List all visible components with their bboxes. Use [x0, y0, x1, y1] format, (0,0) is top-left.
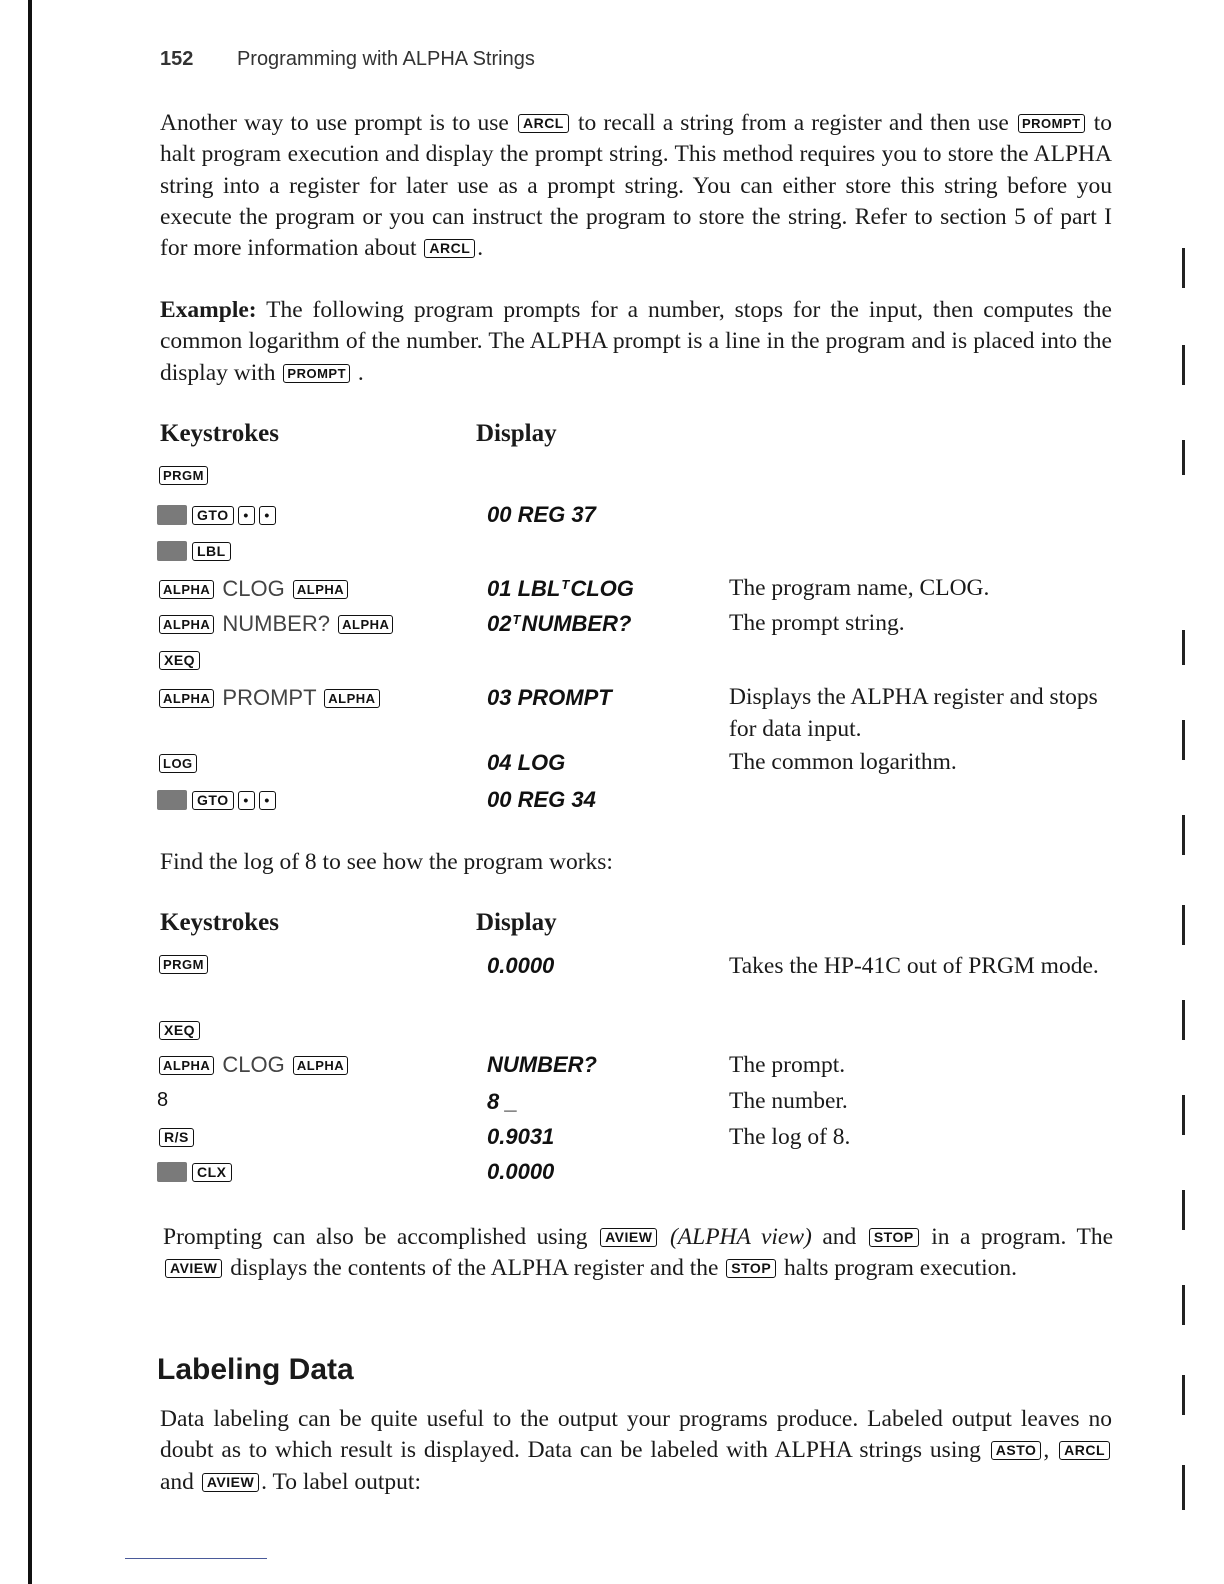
arcl-key: ARCL: [424, 239, 475, 258]
aview-key: AVIEW: [202, 1473, 259, 1492]
intro-paragraph: Another way to use prompt is to use ARCL to recall a string from a register and then use PROMPT to halt program execution and display the prompt string. This method requires you to store the ALPHA string into a register for later use as a prompt string. You can either store this string before you execute the program or you can instruct the program to store the string. Refer to section 5 of part I for more information about ARCL .: [160, 110, 1113, 262]
table-row: ALPHA CLOG ALPHA 01 $LBL^TCLOG$ The program name, CLOG.: [0, 576, 1224, 610]
description: The number.: [729, 1088, 848, 1114]
shift-key-icon: [157, 790, 187, 810]
table-row: ALPHA NUMBER? ALPHA $02^TNUMBER$? The prompt string.: [0, 611, 1224, 645]
prompting-paragraph: Prompting can also be accomplished using AVIEW (ALPHA view) and STOP in a program. The AVIEW displays the contents of the ALPHA register and the STOP halts program execution.: [163, 1224, 1114, 1282]
table-row: [0, 1124, 1224, 1158]
description: Takes the HP-41C out of PRGM mode.: [729, 953, 1099, 979]
log-key: LOG: [159, 754, 197, 773]
alpha-key: ALPHA: [324, 689, 379, 708]
asto-key: ASTO: [991, 1441, 1042, 1460]
description: The common logarithm.: [729, 749, 957, 775]
display-value: 0.9031: [487, 1124, 555, 1149]
page-number: 152: [160, 48, 194, 70]
table-row: [0, 538, 1224, 572]
display-value: 8 _: [487, 1089, 518, 1114]
display-header: Display: [476, 420, 557, 447]
description: The prompt string.: [729, 610, 905, 636]
display-value: 00 REG 34: [487, 787, 596, 812]
display-value: 0.0000: [487, 953, 555, 978]
table-row: [0, 750, 1224, 784]
page-header: [160, 48, 535, 71]
clx-key: CLX: [192, 1163, 232, 1182]
display-value: NUMBER?: [487, 1052, 597, 1077]
aview-key: AVIEW: [165, 1259, 222, 1278]
xeq-key: XEQ: [159, 651, 200, 670]
alpha-key: ALPHA: [159, 1056, 214, 1075]
decimal-key: •: [259, 791, 276, 810]
alpha-key: ALPHA: [159, 580, 214, 599]
prompt-key: PROMPT: [283, 364, 350, 383]
example-label: Example:: [160, 297, 257, 323]
description: The prompt.: [729, 1052, 846, 1078]
display-value: 01 $LBL^TCLOG$: [487, 576, 634, 601]
table-row: [0, 1159, 1224, 1193]
alpha-key: ALPHA: [293, 580, 348, 599]
alpha-key: ALPHA: [293, 1056, 348, 1075]
decimal-key: •: [238, 506, 255, 525]
section-heading: Labeling Data: [157, 1353, 354, 1386]
shift-key-icon: [157, 505, 187, 525]
prgm-key: PRGM: [159, 466, 208, 485]
display-value: 0.0000: [487, 1159, 555, 1184]
display-value: 03 PROMPT: [487, 685, 612, 710]
table-row: ALPHA PROMPT ALPHA 03 PROMPT Displays the ALPHA register and stops for data input.: [0, 685, 1224, 719]
display-value: 00 REG 37: [487, 502, 596, 527]
alpha-key: ALPHA: [159, 689, 214, 708]
xeq-key: XEQ: [159, 1021, 200, 1040]
table-row: [0, 462, 1224, 496]
footnote-rule: [125, 1558, 267, 1559]
digit-entry: 8: [157, 1089, 169, 1111]
display-header: Display: [476, 909, 557, 936]
alpha-key: ALPHA: [159, 615, 214, 634]
stop-key: STOP: [726, 1259, 776, 1278]
shift-key-icon: [157, 1162, 187, 1182]
section-title: Programming with ALPHA Strings: [236, 48, 535, 70]
keystrokes-header: Keystrokes: [160, 420, 279, 447]
table-row: [0, 647, 1224, 681]
gto-key: GTO: [192, 506, 234, 525]
prgm-key: PRGM: [159, 955, 208, 974]
decimal-key: •: [259, 506, 276, 525]
labeling-paragraph: Data labeling can be quite useful to the output your programs produce. Labeled output leaves no doubt as to which result is displayed. Data can be labeled with ALPHA strings using ASTO , ARCL and AVIEW . To label output:: [160, 1406, 1112, 1495]
alpha-key: ALPHA: [338, 615, 393, 634]
display-value: 04 LOG: [487, 750, 566, 775]
display-value: $02^TNUMBER$?: [487, 611, 632, 636]
example-paragraph: Example: The following program prompts for a number, stops for the input, then computes the common logarithm of the number. The ALPHA prompt is a line in the program and is placed into the display with PROMPT .: [160, 297, 1112, 386]
table-row: [0, 502, 1224, 536]
arcl-key: ARCL: [518, 114, 569, 133]
table-row: [0, 1089, 1224, 1123]
stop-key: STOP: [869, 1228, 919, 1247]
table-row: [0, 787, 1224, 821]
description: Displays the ALPHA register and stops for data input.: [729, 684, 1098, 742]
aview-key: AVIEW: [600, 1228, 657, 1247]
table-row: [0, 1017, 1224, 1051]
decimal-key: •: [238, 791, 255, 810]
run-stop-key: R/S: [159, 1128, 194, 1147]
lbl-key: LBL: [192, 542, 231, 561]
description: The program name, CLOG.: [729, 575, 990, 601]
find-log-sentence: Find the log of 8 to see how the program works:: [160, 849, 613, 875]
gto-key: GTO: [192, 791, 234, 810]
prompt-key: PROMPT: [1018, 114, 1085, 133]
shift-key-icon: [157, 541, 187, 561]
arcl-key: ARCL: [1059, 1441, 1110, 1460]
table-row: ALPHA CLOG ALPHA NUMBER? The prompt.: [0, 1052, 1224, 1086]
description: The log of 8.: [729, 1124, 851, 1150]
keystrokes-header: Keystrokes: [160, 909, 279, 936]
table-row: [0, 951, 1224, 985]
